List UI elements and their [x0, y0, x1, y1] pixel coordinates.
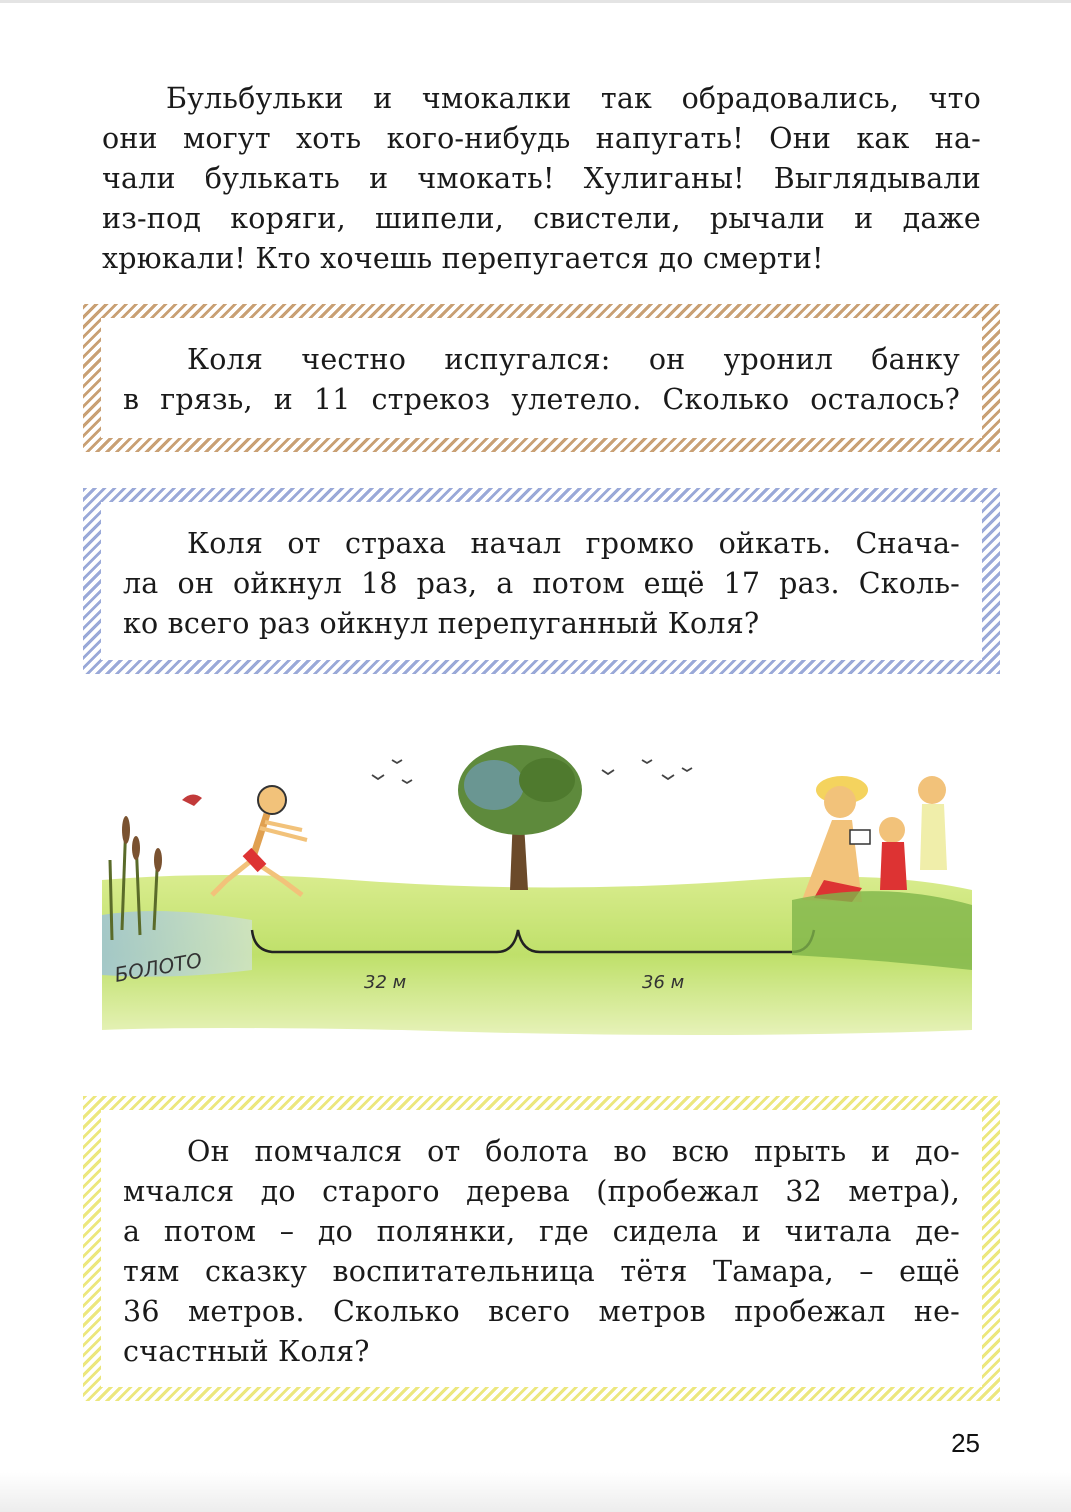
task3-line: 36 метров. Сколько всего метров пробежал не-	[123, 1295, 960, 1328]
intro-paragraph	[102, 79, 981, 279]
task-box-inner	[101, 502, 982, 660]
task-box-brown	[83, 304, 1000, 452]
task2-line: ко всего раз ойкнул перепуганный Коля?	[123, 607, 760, 640]
task2-text	[123, 524, 960, 644]
task1-text	[123, 340, 960, 420]
task3-line: счастный Коля?	[123, 1335, 370, 1368]
tree	[458, 745, 582, 890]
task2-line: Коля от страха начал громко ойкать. Снача-	[187, 527, 960, 560]
page-number: 25	[951, 1428, 980, 1458]
intro-line: они могут хоть кого-нибудь напугать! Они как на-	[102, 122, 981, 155]
intro-line: хрюкали! Кто хочешь перепугается до смерти!	[102, 242, 824, 275]
task3-line: Он помчался от болота во всю прыть и до-	[187, 1135, 960, 1168]
task-box-inner	[101, 318, 982, 438]
distance-label-36: 36 м	[642, 972, 685, 993]
task3-line: а потом – до полянки, где сидела и читала де-	[123, 1215, 960, 1248]
task2-line: ла он ойкнул 18 раз, а потом ещё 17 раз. Сколь-	[123, 567, 960, 600]
task1-line: в грязь, и 11 стрекоз улетело. Сколько осталось?	[123, 383, 960, 416]
task3-text	[123, 1132, 960, 1372]
task1-line: Коля честно испугался: он уронил банку	[187, 343, 960, 376]
intro-line: из-под коряги, шипели, свистели, рычали и даже	[102, 202, 981, 235]
running-boy-illustration	[102, 730, 972, 1040]
task-box-blue	[83, 488, 1000, 674]
intro-line: чали булькать и чмокать! Хулиганы! Выглядывали	[102, 162, 981, 195]
swamp-label: БОЛОТО	[112, 947, 204, 987]
page-bottom-shadow	[0, 1472, 1071, 1512]
intro-line: Бульбульки и чмокалки так обрадовались, что	[166, 82, 981, 115]
flying-cap	[182, 794, 202, 806]
task3-line: тям сказку воспитательница тётя Тамара, – ещё	[123, 1255, 960, 1288]
task3-line: мчался до старого дерева (пробежал 32 метра),	[123, 1175, 960, 1208]
page-top-edge	[0, 0, 1071, 3]
task-box-yellow	[83, 1096, 1000, 1401]
task-box-inner	[101, 1110, 982, 1387]
teacher-and-children	[792, 776, 972, 970]
distance-label-32: 32 м	[364, 972, 407, 993]
